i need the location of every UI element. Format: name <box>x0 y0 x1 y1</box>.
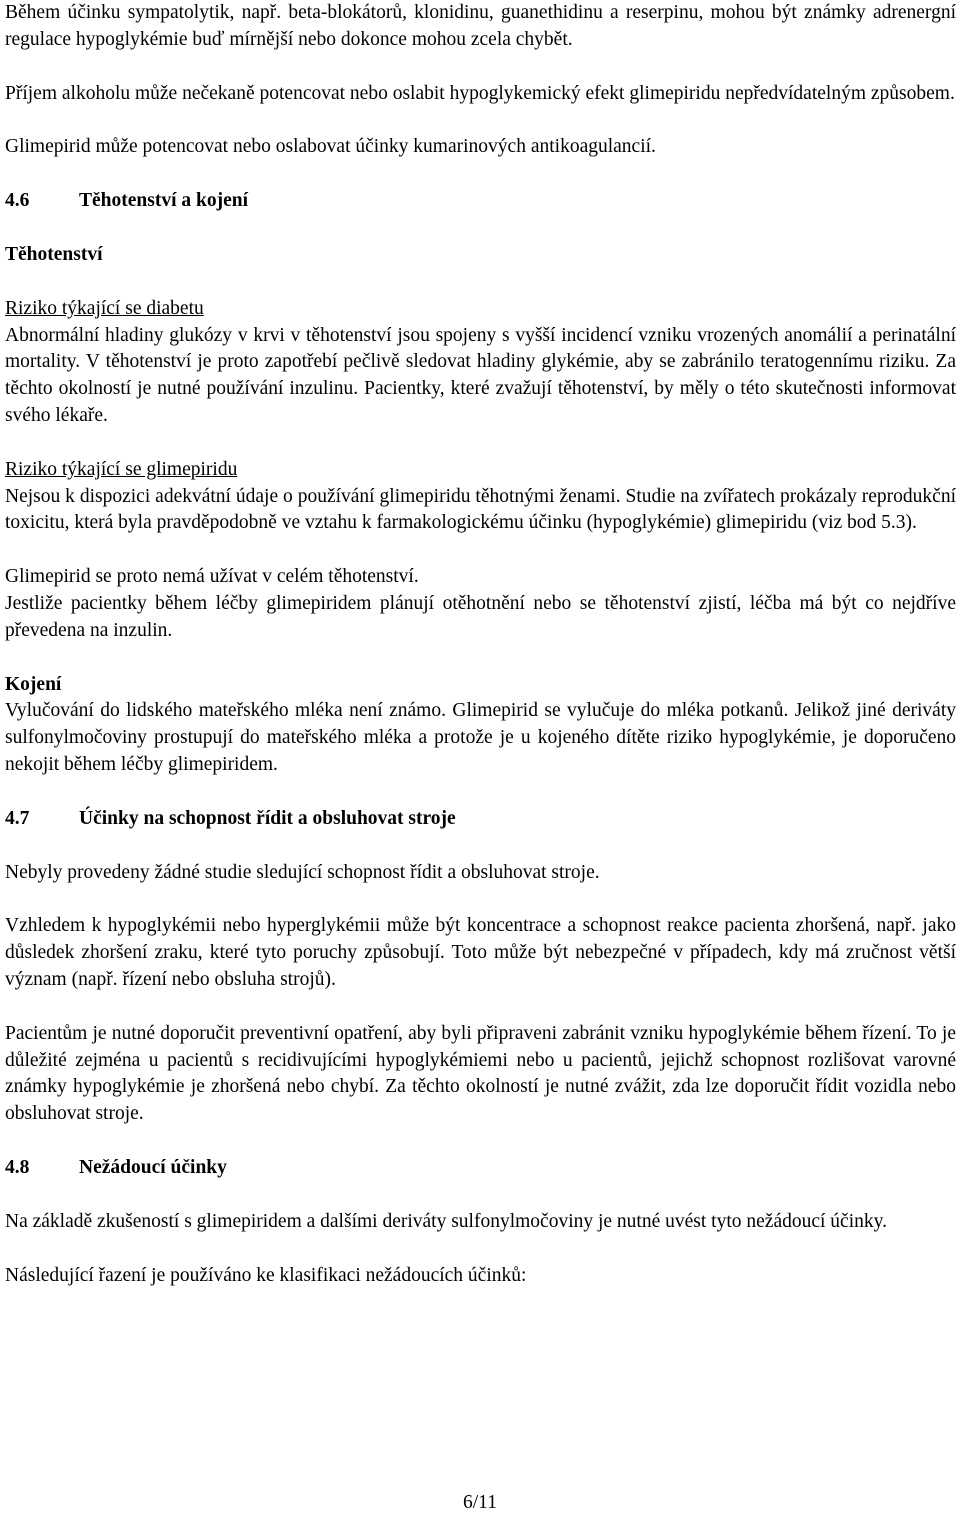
subheading-pregnancy: Těhotenství <box>5 243 103 265</box>
paragraph-risk-diabetes: Abnormální hladiny glukózy v krvi v těhotenství jsou spojeny s vyšší incidencí vzniku vrozených anomálií a perinatální mortality. V těhotenství je proto zapotřebí pečlivě sledovat hladiny glykémie, aby se zabránilo teratogennímu riziku. Za těchto okolností je nutné používání inzulinu. Pacientky, které zvažují těhotenství, by měly o této skutečnosti informovat svého lékaře. <box>5 324 956 426</box>
section-heading-4-6 <box>5 188 956 215</box>
page-number: 6/11 <box>463 1492 497 1513</box>
section-heading-4-8 <box>5 1155 956 1182</box>
section-title: Těhotenství a kojení <box>79 190 249 212</box>
section-title: Nežádoucí účinky <box>79 1156 227 1178</box>
paragraph-lactation: Vylučování do lidského mateřského mléka není známo. Glimepirid se vylučuje do mléka potkanů. Jelikož jiné deriváty sulfonylmočoviny prostupují do mateřského mléka a protože je u kojeného dítěte riziko hypoglykémie, je doporučeno nekojit během léčby glimepiridem. <box>5 700 956 775</box>
label-risk-diabetes: Riziko týkající se diabetu <box>5 297 204 319</box>
section-number: 4.8 <box>5 1156 30 1178</box>
section-heading-4-7 <box>5 806 956 833</box>
section-number: 4.6 <box>5 190 30 212</box>
paragraph-coumarin: Glimepirid může potencovat nebo oslabovat účinky kumarinových antikoagulancií. <box>5 136 656 158</box>
subheading-lactation: Kojení <box>5 673 62 695</box>
paragraph-preventive-measures: Pacientům je nutné doporučit preventivní opatření, aby byli připraveni zabránit vzniku hypoglykémie během řízení. To je důležité zejména u pacientů s recidivujícími hypoglykémiemi nebo u pacientů, jejichž schopnost rozlišovat varovné známky hypoglykémie je zhoršená nebo chybí. Za těchto okolností je nutné zvážit, zda lze doporučit řídit vozidla nebo obsluhovat stroje. <box>5 1022 956 1125</box>
paragraph-risk-glimepiride: Nejsou k dispozici adekvátní údaje o používání glimepiridu těhotnými ženami. Studie na zvířatech prokázaly reprodukční toxicitu, která byla pravděpodobně ve vztahu k farmakologickému účinku (hypoglykémie) glimepiridu (viz bod 5.3). <box>5 485 956 534</box>
section-number: 4.7 <box>5 807 30 829</box>
paragraph-alcohol: Příjem alkoholu může nečekaně potencovat nebo oslabit hypoglykemický efekt glimepiridu nepředvídatelným způsobem. <box>5 82 955 104</box>
paragraph-hypoglycemia-effects: Vzhledem k hypoglykémii nebo hyperglykémii může být koncentrace a schopnost reakce pacienta zhoršená, např. jako důsledek zhoršení zraku, které tyto poruchy způsobují. Toto může být nebezpečné v případech, kdy má zručnost větší význam (např. řízení nebo obsluha strojů). <box>5 915 956 990</box>
section-title: Účinky na schopnost řídit a obsluhovat stroje <box>79 807 456 829</box>
label-risk-glimepiride: Riziko týkající se glimepiridu <box>5 458 238 480</box>
document-page <box>5 0 956 1289</box>
paragraph-classification: Následující řazení je používáno ke klasifikaci nežádoucích účinků: <box>5 1264 527 1286</box>
paragraph-adverse-intro: Na základě zkušeností s glimepiridem a dalšími deriváty sulfonylmočoviny je nutné uvést tyto nežádoucí účinky. <box>5 1210 887 1232</box>
paragraph-sympatholytics: Během účinku sympatolytik, např. beta-blokátorů, klonidinu, guanethidinu a reserpinu, mohou být známky adrenergní regulace hypoglykémie buď mírnější nebo dokonce mohou zcela chybět. <box>5 2 956 50</box>
paragraph-switch-insulin: Jestliže pacientky během léčby glimepiridem plánují otěhotnění nebo se těhotenství zjistí, léčba má být co nejdříve převedena na inzulin. <box>5 592 956 641</box>
paragraph-no-studies: Nebyly provedeny žádné studie sledující schopnost řídit a obsluhovat stroje. <box>5 861 600 883</box>
paragraph-no-use-pregnancy: Glimepirid se proto nemá užívat v celém těhotenství. <box>5 566 419 588</box>
